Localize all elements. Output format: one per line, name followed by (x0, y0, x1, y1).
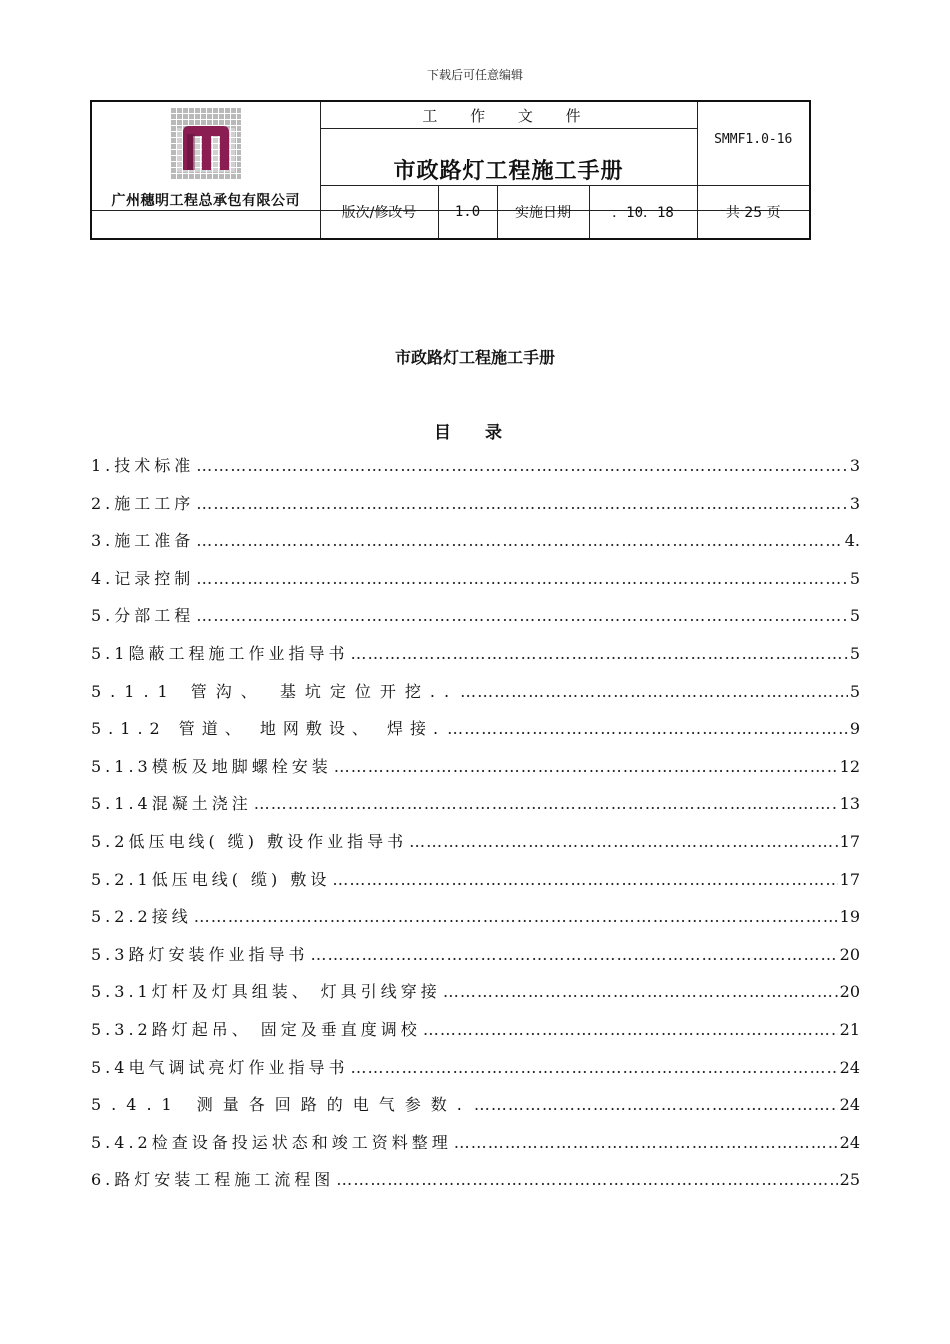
toc-entry-page: 25 (839, 1170, 860, 1190)
toc-entry-label: 5.1.1 管沟、 基坑定位开挖.. (91, 681, 459, 701)
toc-entry[interactable] (91, 1167, 860, 1205)
document-title: 市政路灯工程施工手册 (320, 129, 697, 211)
toc-entry-label: 5.4电气调试亮灯作业指导书 (91, 1057, 349, 1077)
toc-entry-page: 3 (849, 456, 860, 475)
toc-entry-page: 5 (849, 681, 860, 701)
toc-entry-label: 3.施工准备 (91, 531, 195, 551)
toc-entry[interactable] (91, 867, 860, 905)
toc-entry[interactable] (91, 491, 860, 529)
toc-entry-label: 1.技术标准 (91, 456, 195, 475)
document-meta-row (90, 185, 811, 240)
toc-title: 目 录 (434, 423, 516, 443)
toc-dot-leader (350, 1058, 837, 1077)
toc-entry-page: 20 (839, 982, 860, 1002)
toc-entry-label: 2.施工工序 (91, 493, 195, 513)
toc-entry[interactable] (91, 829, 860, 867)
toc-entry[interactable] (91, 566, 860, 604)
toc-entry[interactable] (91, 453, 860, 491)
toc-dot-leader (196, 494, 848, 513)
toc-dot-leader (474, 1095, 838, 1114)
toc-entry-page: 21 (839, 1019, 860, 1039)
toc-entry-label: 5.3路灯安装作业指导书 (91, 944, 309, 964)
toc-entry-page: 12 (839, 756, 860, 776)
toc-entry-label: 5.1隐蔽工程施工作业指导书 (91, 643, 349, 663)
toc-entry-page: 5 (849, 568, 860, 588)
toc-entry[interactable] (91, 1092, 860, 1130)
toc-entry-page: 24 (839, 1132, 860, 1152)
company-name: 广州穗明工程总承包有限公司 (111, 193, 300, 209)
company-logo-icon (171, 108, 241, 180)
toc-entry[interactable] (91, 754, 860, 792)
toc-entry[interactable] (91, 904, 860, 942)
toc-entry[interactable] (91, 641, 860, 679)
toc-entry[interactable] (91, 716, 860, 754)
page-count: 共 25 页 (697, 186, 810, 240)
toc-dot-leader (196, 456, 848, 475)
toc-entry-label: 5.1.2 管道、 地网敷设、 焊接. (91, 719, 446, 739)
toc-entry-page: 5 (849, 606, 860, 626)
toc-entry-label: 5.2.1低压电线( 缆) 敷设 (91, 869, 331, 889)
toc-dot-leader (334, 757, 838, 776)
toc-entry-page: 19 (839, 907, 860, 927)
toc-entry-label: 6.路灯安装工程施工流程图 (91, 1170, 335, 1190)
toc-entry-page: 13 (839, 794, 860, 814)
toc-entry-label: 5.4.2检查设备投运状态和竣工资料整理 (91, 1132, 452, 1152)
toc-entry-page: 20 (839, 944, 860, 964)
toc-dot-leader (460, 682, 848, 701)
top-note: 下载后可任意编辑 (426, 68, 523, 82)
toc-entry-label: 4.记录控制 (91, 568, 195, 588)
toc-dot-leader (332, 870, 837, 889)
toc-dot-leader (409, 832, 838, 851)
toc-entry[interactable] (91, 1055, 860, 1093)
toc-entry-page: 24 (839, 1095, 860, 1115)
toc-entry[interactable] (91, 942, 860, 980)
toc-entry[interactable] (91, 791, 860, 829)
version-value: 1.0 (438, 186, 497, 240)
toc-dot-leader (194, 907, 838, 926)
toc-entry-label: 5.4.1 测量各回路的电气参数. (91, 1095, 472, 1115)
version-label: 版次/修改号 (320, 186, 438, 240)
toc-entry-page: 4. (844, 531, 860, 551)
table-of-contents (91, 453, 860, 1205)
date-label: 实施日期 (497, 186, 589, 240)
toc-entry[interactable] (91, 1017, 860, 1055)
toc-entry[interactable] (91, 979, 860, 1017)
toc-entry-label: 5.3.2路灯起吊、 固定及垂直度调校 (91, 1019, 421, 1039)
toc-dot-leader (196, 606, 848, 625)
toc-entry-label: 5.3.1灯杆及灯具组装、 灯具引线穿接 (91, 982, 441, 1002)
toc-dot-leader (350, 644, 847, 663)
toc-entry-label: 5.分部工程 (91, 606, 195, 626)
toc-entry-page: 24 (839, 1057, 860, 1077)
toc-entry-page: 17 (839, 869, 860, 889)
date-value: ．10．18 (589, 186, 697, 240)
toc-dot-leader (196, 531, 842, 550)
toc-entry[interactable] (91, 1130, 860, 1168)
toc-entry-label: 5.2低压电线( 缆) 敷设作业指导书 (91, 831, 408, 851)
toc-entry-page: 9 (849, 719, 860, 739)
toc-entry-page: 17 (839, 831, 860, 851)
toc-dot-leader (443, 982, 838, 1001)
toc-entry-page: 3 (849, 493, 860, 513)
toc-dot-leader (423, 1020, 838, 1039)
toc-entry-label: 5.1.3模板及地脚螺栓安装 (91, 756, 332, 776)
toc-dot-leader (310, 945, 837, 964)
toc-dot-leader (196, 569, 848, 588)
toc-dot-leader (336, 1170, 837, 1189)
toc-dot-leader (447, 719, 848, 738)
toc-entry-label: 5.2.2接线 (91, 907, 192, 927)
toc-dot-leader (254, 794, 838, 813)
toc-entry[interactable] (91, 603, 860, 641)
document-code: SMMF1.0-16 (697, 101, 810, 211)
toc-entry-page: 5 (849, 643, 860, 663)
toc-entry[interactable] (91, 679, 860, 717)
company-cell-continuation (91, 186, 320, 240)
toc-dot-leader (454, 1133, 838, 1152)
toc-entry[interactable] (91, 528, 860, 566)
main-title: 市政路灯工程施工手册 (394, 348, 555, 367)
toc-entry-label: 5.1.4混凝土浇注 (91, 794, 252, 814)
work-file-label: 工 作 文 件 (320, 101, 697, 129)
